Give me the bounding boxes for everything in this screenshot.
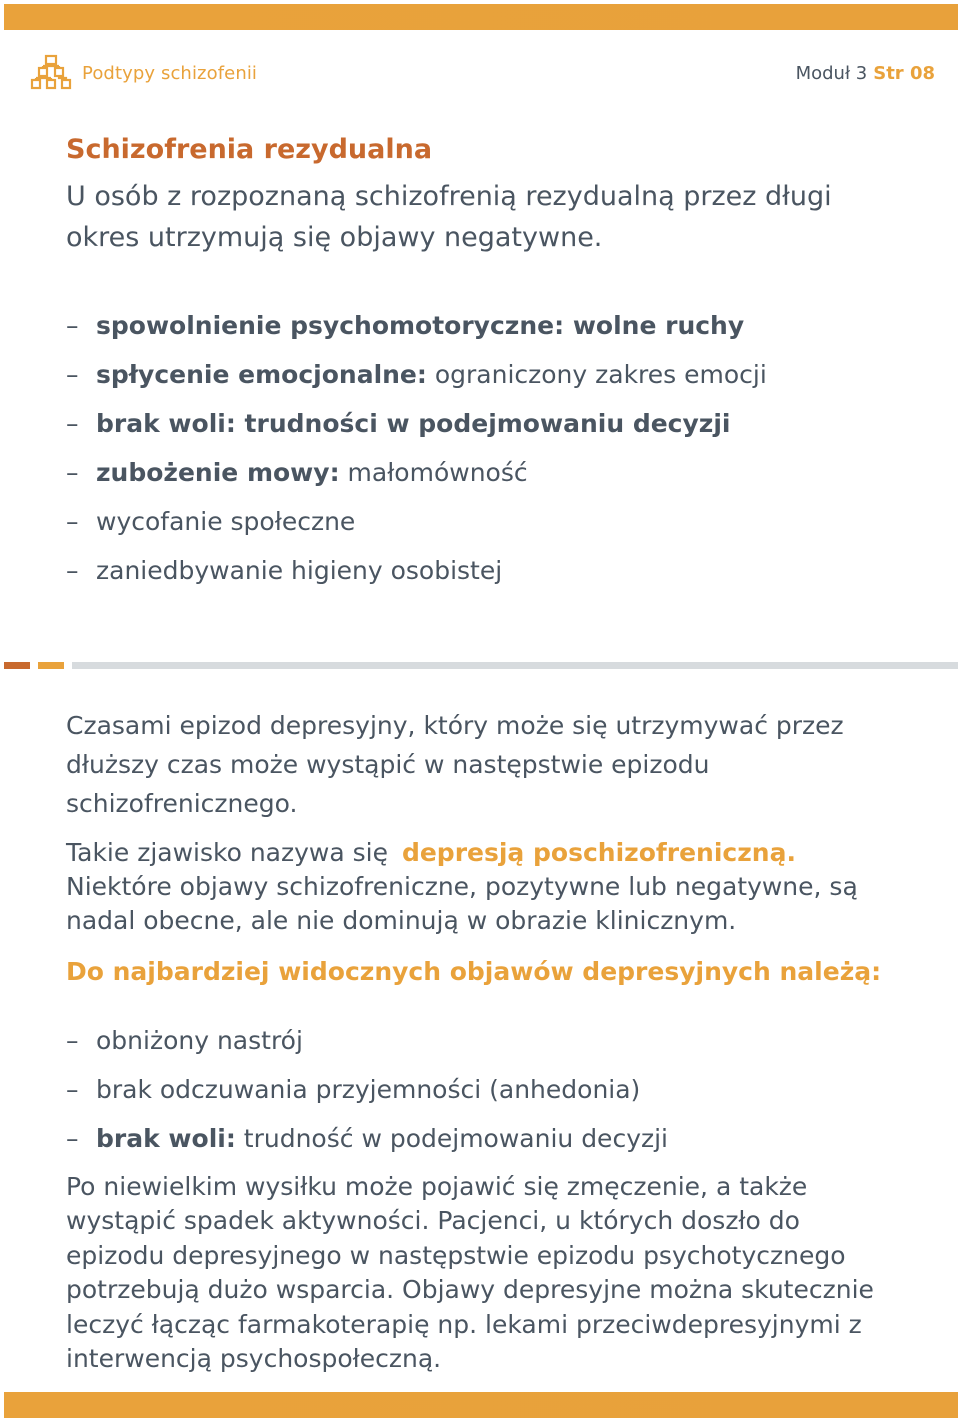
symptom-desc: trudności w podejmowaniu decyzji — [235, 409, 731, 438]
symptom-term: spłycenie emocjonalne: — [96, 360, 427, 389]
symptom-desc: trudność w podejmowaniu decyzji — [235, 1124, 668, 1153]
dash-icon: – — [66, 1026, 79, 1055]
dash-icon: – — [66, 360, 79, 389]
symptom-term: brak woli: — [96, 1124, 236, 1153]
paragraph: Czasami epizod depresyjny, który może się utrzymywać przez dłuższy czas może wystąpić w następstwie epizodu schizofrenicznego. — [66, 711, 844, 818]
paragraph-rest: Niektóre objawy schizofreniczne, pozytywne lub negatywne, są nadal obecne, ale nie dominują w obrazie klinicznym. — [66, 872, 858, 935]
divider-segment — [4, 662, 30, 669]
section-title: Podtypy schizofenii — [82, 63, 258, 84]
intro-text: U osób z rozpoznaną schizofrenią rezydualną przez długi okres utrzymują się objawy negatywne. — [66, 181, 832, 253]
module-label: Moduł 3 — [795, 63, 868, 84]
list-item — [66, 552, 767, 601]
symptom-term: spowolnienie psychomotoryczne: — [96, 311, 565, 340]
list-item — [66, 1071, 668, 1120]
paragraph-lead: Takie zjawisko nazywa się — [66, 838, 388, 867]
dash-icon: – — [66, 409, 79, 438]
dash-icon: – — [66, 1124, 79, 1153]
section-heading: Do najbardziej widocznych objawów depresyjnych należą: — [66, 957, 882, 986]
dash-icon: – — [66, 556, 79, 585]
residual-symptom-list — [66, 307, 767, 601]
dash-icon: – — [66, 1075, 79, 1104]
bottom-accent-bar — [4, 1392, 958, 1418]
depression-symptom-list — [66, 1022, 668, 1169]
list-item — [66, 405, 767, 454]
list-item — [66, 356, 767, 405]
symptom-desc: wolne ruchy — [564, 311, 745, 340]
symptom-desc: ograniczony zakres emocji — [426, 360, 767, 389]
page-number: Str 08 — [873, 63, 935, 84]
symptom-desc: małomówność — [339, 458, 528, 487]
list-item — [66, 1120, 668, 1169]
page-indicator — [796, 63, 935, 84]
hierarchy-icon — [30, 54, 72, 90]
paragraph — [66, 836, 906, 938]
list-item — [66, 503, 767, 552]
divider-line — [72, 662, 958, 669]
dash-icon: – — [66, 507, 79, 536]
list-item — [66, 307, 767, 356]
highlight-term: depresją poschizofreniczną. — [401, 838, 796, 867]
symptom-term: zubożenie mowy: — [96, 458, 340, 487]
dash-icon: – — [66, 458, 79, 487]
page-header — [30, 54, 935, 94]
symptom-desc: wycofanie społeczne — [96, 507, 356, 536]
divider-segment — [38, 662, 64, 669]
symptom-desc: zaniedbywanie higieny osobistej — [96, 556, 503, 585]
list-item — [66, 454, 767, 503]
list-item — [66, 1022, 668, 1071]
top-accent-bar — [4, 4, 958, 30]
dash-icon: – — [66, 311, 79, 340]
paragraph: Po niewielkim wysiłku może pojawić się zmęczenie, a także wystąpić spadek aktywności. Pacjenci, u których doszło do epizodu depresyjnego w następstwie epizodu psychotycznego potrzebują dużo wsparcia. Objawy depresyjne można skutecznie leczyć łącząc farmakoterapię np. lekami przeciwdepresyjnymi z interwencją psychospołeczną. — [66, 1172, 874, 1374]
symptom-desc: brak odczuwania przyjemności (anhedonia) — [96, 1075, 641, 1104]
symptom-term: brak woli: — [96, 409, 236, 438]
symptom-desc: obniżony nastrój — [96, 1026, 303, 1055]
page-title: Schizofrenia rezydualna — [66, 134, 433, 165]
